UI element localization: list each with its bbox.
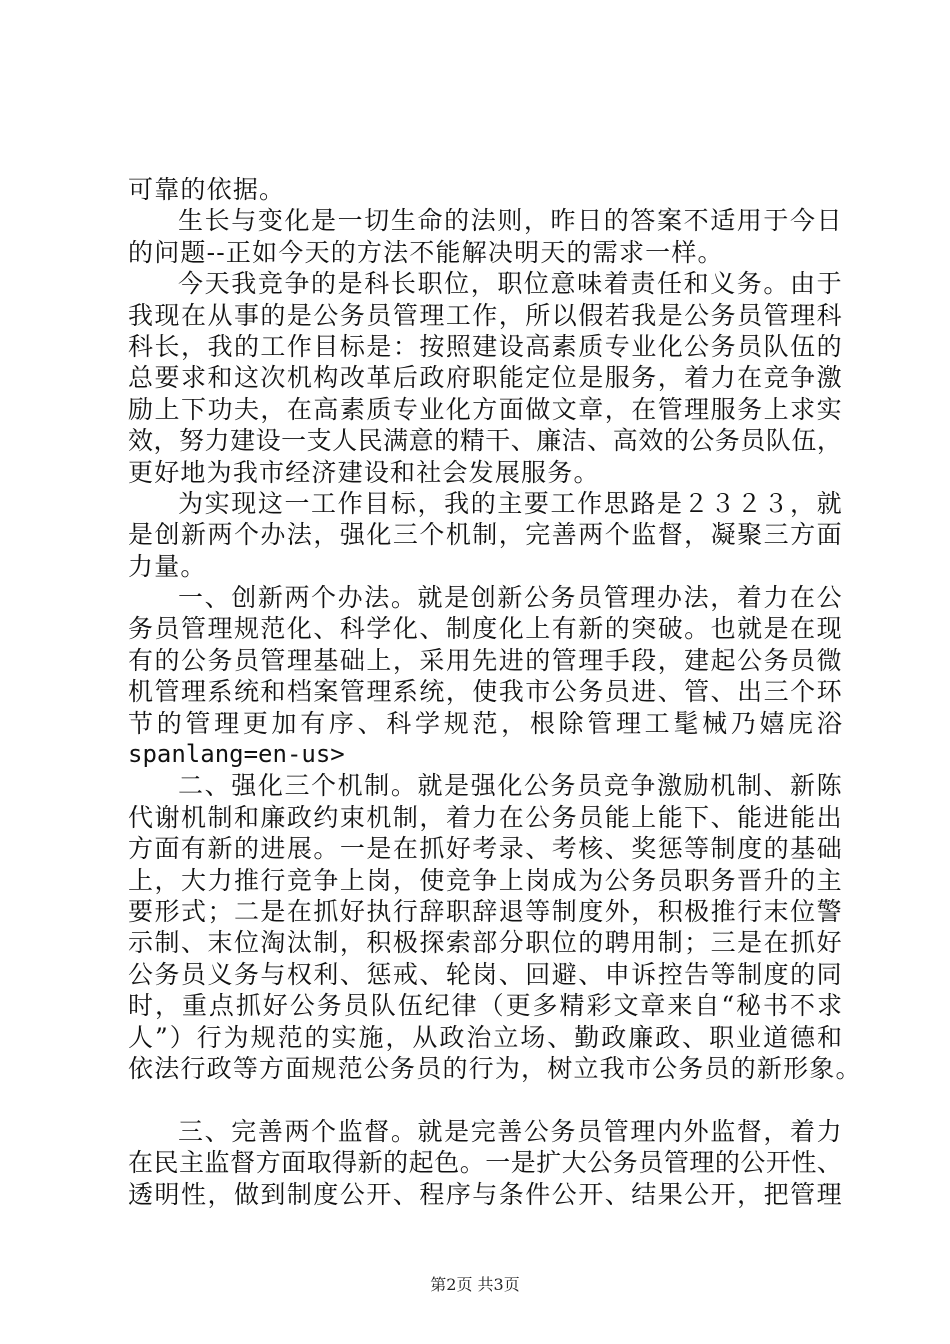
- paragraph-first-line: 为 实 现 这 一 工 作 目 标 ， 我 的 主 要 工 作 思 路 是 ２ ３ ２ ３ ， 就: [178, 488, 842, 518]
- paragraph-line: 人 ” ） 行 为 规 范 的 实 施 ， 从 政 治 立 场 、 勤 政 廉 政 、 职 业 道 德 和: [128, 1022, 842, 1052]
- page-footer: [0, 1272, 950, 1295]
- paragraph-line: 励 上 下 功 夫 ， 在 高 素 质 专 业 化 方 面 做 文 章 ， 在 管 理 服 务 上 求 实: [128, 394, 842, 424]
- paragraph-first-line: 生 长 与 变 化 是 一 切 生 命 的 法 则 ， 昨 日 的 答 案 不 适 用 于 今 日: [178, 206, 842, 236]
- paragraph-line: 效 ， 努 力 建 设 一 支 人 民 满 意 的 精 干 、 廉 洁 、 高 效 的 公 务 员 队 伍 ，: [128, 426, 842, 456]
- paragraph-line: 代 谢 机 制 和 廉 政 约 束 机 制 ， 着 力 在 公 务 员 能 上 能 下 、 能 进 能 出: [128, 802, 842, 832]
- paragraph-first-line: 三 、 完 善 两 个 监 督 。 就 是 完 善 公 务 员 管 理 内 外 监 督 ， 着 力: [178, 1116, 842, 1146]
- paragraph-line: 机 管 理 系 统 和 档 案 管 理 系 统 ， 使 我 市 公 务 员 进 、 管 、 出 三 个 环: [128, 677, 842, 707]
- paragraph-line: 公 务 员 义 务 与 权 利 、 惩 戒 、 轮 岗 、 回 避 、 申 诉 控 告 等 制 度 的 同: [128, 959, 842, 989]
- paragraph-line: spanlang=en-us>: [128, 740, 345, 769]
- paragraph-line: 要 形 式 ； 二 是 在 抓 好 执 行 辞 职 辞 退 等 制 度 外 ， 积 极 推 行 末 位 警: [128, 896, 842, 926]
- blank-line: [128, 1084, 842, 1115]
- paragraph-line: 力 量 。: [128, 551, 206, 581]
- paragraph-line: 在 民 主 监 督 方 面 取 得 新 的 起 色 。 一 是 扩 大 公 务 员 管 理 的 公 开 性 、: [128, 1148, 842, 1178]
- paragraph-line: 是 创 新 两 个 办 法 ， 强 化 三 个 机 制 ， 完 善 两 个 监 督 ， 凝 聚 三 方 面: [128, 520, 842, 550]
- paragraph-line: 我 现 在 从 事 的 是 公 务 员 管 理 工 作 ， 所 以 假 若 我 是 公 务 员 管 理 科: [128, 300, 842, 330]
- paragraph-line: 依 法 行 政 等 方 面 规 范 公 务 员 的 行 为 ， 树 立 我 市 公 务 员 的 新 形 象 。: [128, 1053, 861, 1083]
- paragraph-line: 有 的 公 务 员 管 理 基 础 上 ， 采 用 先 进 的 管 理 手 段 ， 建 起 公 务 员 微: [128, 645, 842, 675]
- paragraph-line: 上 ， 大 力 推 行 竞 争 上 岗 ， 使 竞 争 上 岗 成 为 公 务 员 职 务 晋 升 的 主: [128, 865, 842, 895]
- paragraph-line: 透 明 性 ， 做 到 制 度 公 开 、 程 序 与 条 件 公 开 、 结 果 公 开 ， 把 管 理: [128, 1179, 842, 1209]
- paragraph-first-line: 今 天 我 竞 争 的 是 科 长 职 位 ， 职 位 意 味 着 责 任 和 义 务 。 由 于: [178, 269, 842, 299]
- paragraph-first-line: 二 、 强 化 三 个 机 制 。 就 是 强 化 公 务 员 竞 争 激 励 机 制 、 新 陈: [178, 771, 842, 801]
- paragraph-line: 时 ， 重 点 抓 好 公 务 员 队 伍 纪 律 （ 更 多 精 彩 文 章 来 自 “ 秘 书 不 求: [128, 991, 842, 1021]
- paragraph-line: 可 靠 的 依 据 。: [128, 175, 285, 204]
- page-number-label: 第2页 共3页: [430, 1275, 520, 1294]
- paragraph-line: 科 长 ， 我 的 工 作 目 标 是 ： 按 照 建 设 高 素 质 专 业 化 公 务 员 队 伍 的: [128, 331, 842, 361]
- paragraph-line: 节 的 管 理 更 加 有 序 、 科 学 规 范 ， 根 除 管 理 工 髦 械 乃 嬉 庑 浴: [128, 708, 842, 738]
- paragraph-line: 示 制 、 末 位 淘 汰 制 ， 积 极 探 索 部 分 职 位 的 聘 用 制 ； 三 是 在 抓 好: [128, 928, 842, 958]
- paragraph-line: 更 好 地 为 我 市 经 济 建 设 和 社 会 发 展 服 务 。: [128, 457, 599, 487]
- paragraph-line: 总 要 求 和 这 次 机 构 改 革 后 政 府 职 能 定 位 是 服 务 ， 着 力 在 竞 争 激: [128, 363, 842, 393]
- paragraph-first-line: 一 、 创 新 两 个 办 法 。 就 是 创 新 公 务 员 管 理 办 法 ， 着 力 在 公: [178, 583, 842, 613]
- paragraph-line: 方 面 有 新 的 进 展 。 一 是 在 抓 好 考 录 、 考 核 、 奖 惩 等 制 度 的 基 础: [128, 834, 842, 864]
- paragraph-line: 的 问 题 - - 正 如 今 天 的 方 法 不 能 解 决 明 天 的 需 求 一 样 。: [128, 237, 723, 267]
- paragraph-line: 务 员 管 理 规 范 化 、 科 学 化 、 制 度 化 上 有 新 的 突 破 。 也 就 是 在 现: [128, 614, 842, 644]
- document-body: [128, 174, 861, 1210]
